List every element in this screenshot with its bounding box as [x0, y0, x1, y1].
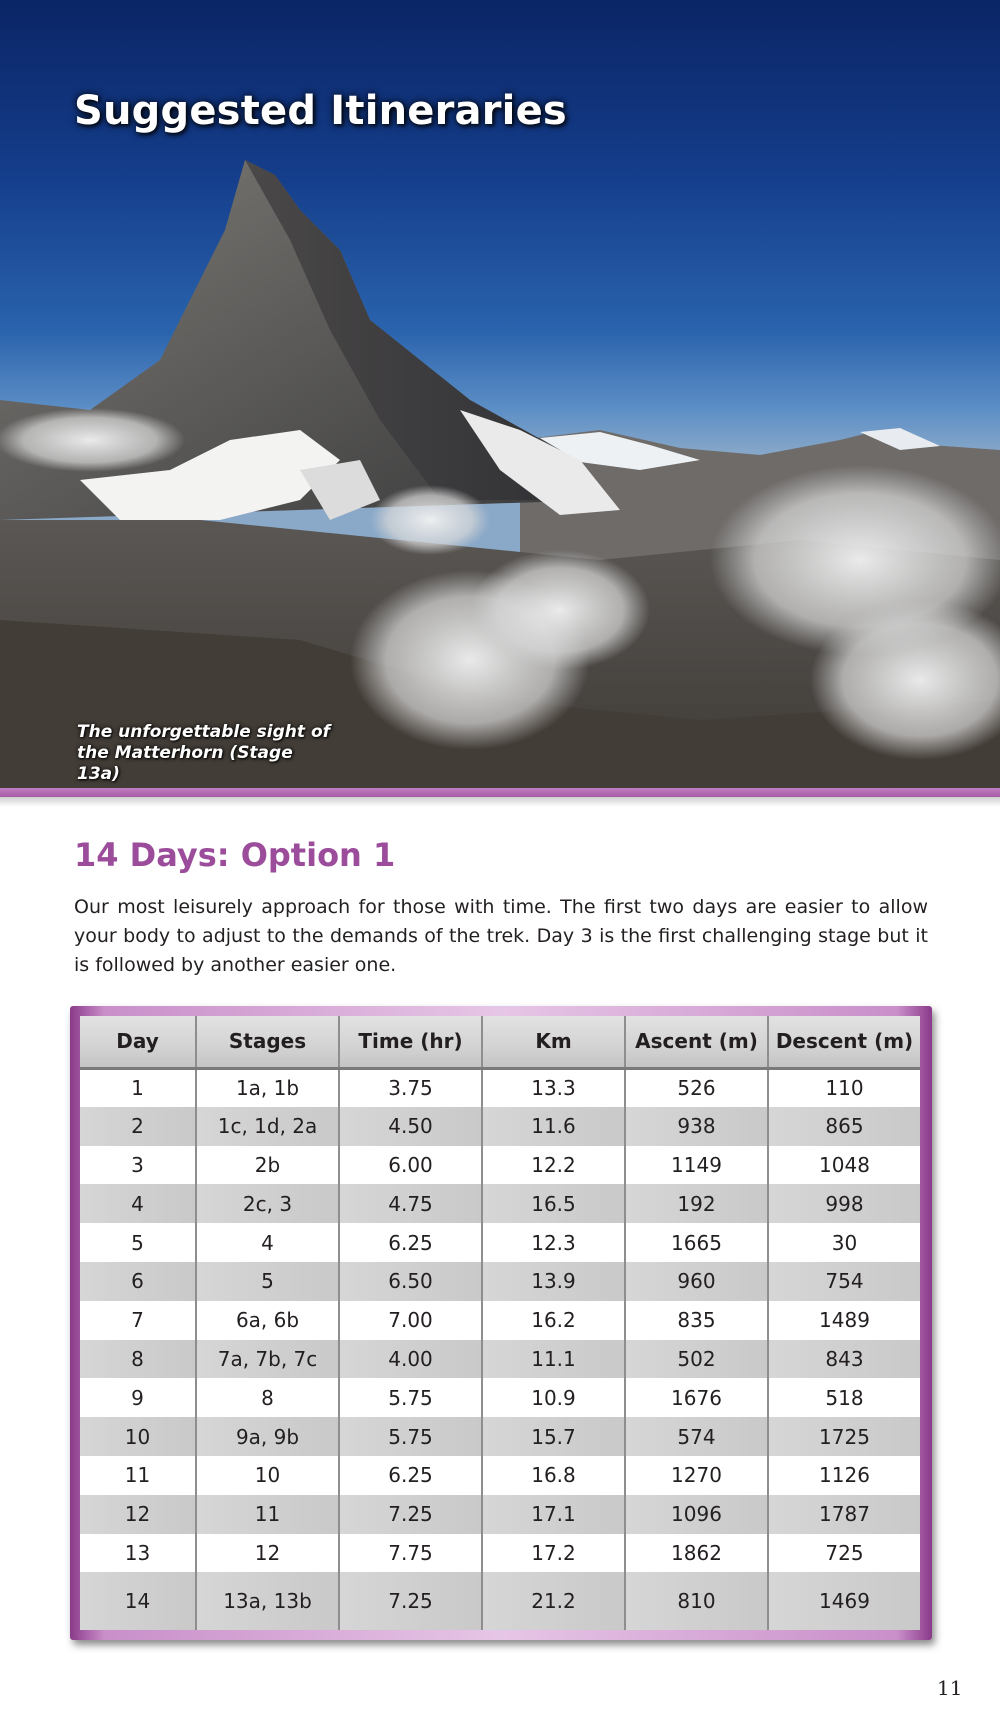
itinerary-table-frame [70, 1006, 932, 1640]
column-header-stages: Stages [196, 1016, 339, 1068]
cell-ascent: 960 [625, 1262, 768, 1301]
cell-descent: 1787 [768, 1495, 920, 1534]
cell-km: 11.6 [482, 1107, 625, 1146]
itinerary-table [80, 1016, 920, 1630]
table-row [80, 1262, 920, 1301]
cell-stages: 13a, 13b [196, 1572, 339, 1630]
cell-stages: 8 [196, 1378, 339, 1417]
table-row [80, 1068, 920, 1107]
cell-descent: 1126 [768, 1456, 920, 1495]
hero-divider [0, 788, 1000, 797]
cell-km: 11.1 [482, 1340, 625, 1379]
cell-stages: 5 [196, 1262, 339, 1301]
cell-km: 21.2 [482, 1572, 625, 1630]
cell-day: 3 [80, 1146, 196, 1185]
cell-time: 4.00 [339, 1340, 482, 1379]
hero-photo [0, 0, 1000, 788]
cell-descent: 1725 [768, 1417, 920, 1456]
table-row [80, 1301, 920, 1340]
cell-time: 6.00 [339, 1146, 482, 1185]
cell-day: 2 [80, 1107, 196, 1146]
cell-day: 1 [80, 1068, 196, 1107]
cell-time: 7.25 [339, 1495, 482, 1534]
cell-ascent: 1862 [625, 1534, 768, 1573]
cell-day: 5 [80, 1223, 196, 1262]
cell-day: 6 [80, 1262, 196, 1301]
column-header-day: Day [80, 1016, 196, 1068]
table-row [80, 1378, 920, 1417]
cell-ascent: 1665 [625, 1223, 768, 1262]
cell-descent: 865 [768, 1107, 920, 1146]
table-body [80, 1068, 920, 1630]
cell-time: 7.25 [339, 1572, 482, 1630]
cell-descent: 843 [768, 1340, 920, 1379]
cell-stages: 10 [196, 1456, 339, 1495]
cell-day: 10 [80, 1417, 196, 1456]
cell-day: 8 [80, 1340, 196, 1379]
cell-time: 5.75 [339, 1417, 482, 1456]
cell-stages: 4 [196, 1223, 339, 1262]
cell-ascent: 1270 [625, 1456, 768, 1495]
cell-time: 6.50 [339, 1262, 482, 1301]
cell-stages: 6a, 6b [196, 1301, 339, 1340]
cell-km: 17.2 [482, 1534, 625, 1573]
cell-time: 6.25 [339, 1456, 482, 1495]
cell-stages: 1c, 1d, 2a [196, 1107, 339, 1146]
cell-km: 12.2 [482, 1146, 625, 1185]
table-row [80, 1456, 920, 1495]
column-header-descent: Descent (m) [768, 1016, 920, 1068]
page-title: Suggested Itineraries [74, 88, 567, 134]
cell-day: 14 [80, 1572, 196, 1630]
cell-ascent: 574 [625, 1417, 768, 1456]
cell-km: 16.2 [482, 1301, 625, 1340]
cell-descent: 1469 [768, 1572, 920, 1630]
cell-ascent: 810 [625, 1572, 768, 1630]
cell-day: 7 [80, 1301, 196, 1340]
cell-ascent: 502 [625, 1340, 768, 1379]
cell-ascent: 1096 [625, 1495, 768, 1534]
cell-km: 16.8 [482, 1456, 625, 1495]
table-row [80, 1146, 920, 1185]
cell-km: 12.3 [482, 1223, 625, 1262]
cell-time: 6.25 [339, 1223, 482, 1262]
section-heading: 14 Days: Option 1 [74, 836, 396, 874]
cell-km: 13.3 [482, 1068, 625, 1107]
cell-time: 5.75 [339, 1378, 482, 1417]
cell-day: 4 [80, 1184, 196, 1223]
cell-descent: 518 [768, 1378, 920, 1417]
cell-day: 13 [80, 1534, 196, 1573]
cell-time: 4.75 [339, 1184, 482, 1223]
cell-stages: 2b [196, 1146, 339, 1185]
cell-day: 11 [80, 1456, 196, 1495]
table-row [80, 1340, 920, 1379]
cell-stages: 2c, 3 [196, 1184, 339, 1223]
cell-ascent: 526 [625, 1068, 768, 1107]
cell-descent: 1489 [768, 1301, 920, 1340]
photo-caption: The unforgettable sight of the Matterhorn (Stage 13a) [77, 722, 331, 784]
column-header-km: Km [482, 1016, 625, 1068]
hero-divider-shadow [0, 797, 1000, 807]
cell-ascent: 938 [625, 1107, 768, 1146]
cell-ascent: 1676 [625, 1378, 768, 1417]
cell-descent: 30 [768, 1223, 920, 1262]
cell-descent: 1048 [768, 1146, 920, 1185]
cell-time: 7.00 [339, 1301, 482, 1340]
page-number: 11 [937, 1676, 963, 1700]
cell-ascent: 835 [625, 1301, 768, 1340]
cell-stages: 9a, 9b [196, 1417, 339, 1456]
table-row [80, 1534, 920, 1573]
cell-ascent: 192 [625, 1184, 768, 1223]
cell-stages: 7a, 7b, 7c [196, 1340, 339, 1379]
table-row [80, 1223, 920, 1262]
cell-km: 17.1 [482, 1495, 625, 1534]
cell-stages: 12 [196, 1534, 339, 1573]
cell-km: 10.9 [482, 1378, 625, 1417]
cell-ascent: 1149 [625, 1146, 768, 1185]
cell-day: 9 [80, 1378, 196, 1417]
table-header-row [80, 1016, 920, 1068]
cell-time: 3.75 [339, 1068, 482, 1107]
table-row [80, 1107, 920, 1146]
cell-descent: 725 [768, 1534, 920, 1573]
cell-descent: 998 [768, 1184, 920, 1223]
cell-descent: 754 [768, 1262, 920, 1301]
intro-paragraph: Our most leisurely approach for those with time. The first two days are easier to allow your body to adjust to the demands of the trek. Day 3 is the first challenging stage but it is followed by another easier one. [74, 896, 928, 976]
table-row [80, 1417, 920, 1456]
cell-time: 7.75 [339, 1534, 482, 1573]
column-header-ascent: Ascent (m) [625, 1016, 768, 1068]
cell-time: 4.50 [339, 1107, 482, 1146]
table-row [80, 1572, 920, 1630]
cell-km: 13.9 [482, 1262, 625, 1301]
cell-descent: 110 [768, 1068, 920, 1107]
column-header-time: Time (hr) [339, 1016, 482, 1068]
cell-km: 16.5 [482, 1184, 625, 1223]
cell-day: 12 [80, 1495, 196, 1534]
table-row [80, 1495, 920, 1534]
cell-stages: 1a, 1b [196, 1068, 339, 1107]
cell-km: 15.7 [482, 1417, 625, 1456]
table-row [80, 1184, 920, 1223]
cell-stages: 11 [196, 1495, 339, 1534]
